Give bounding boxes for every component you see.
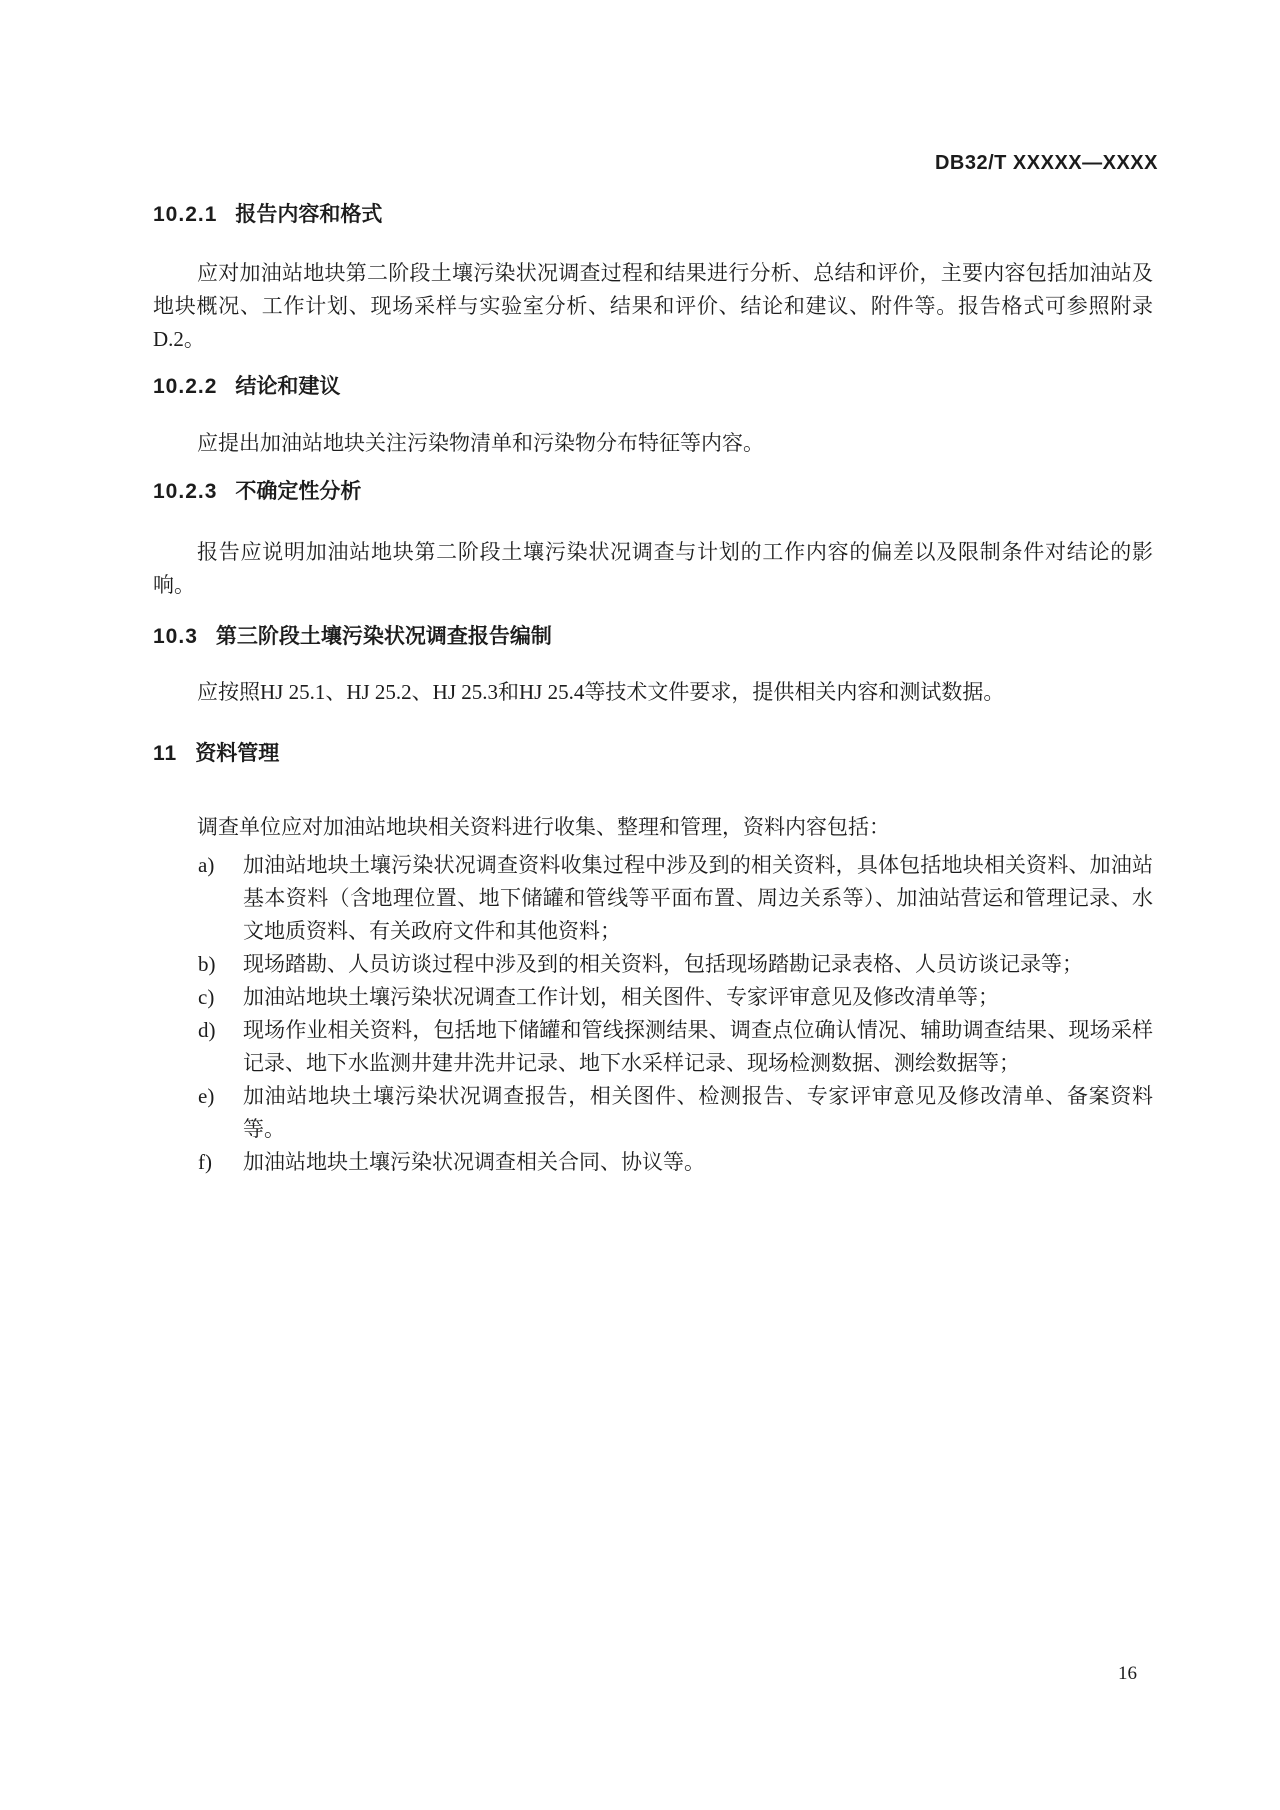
section-paragraph-10-2-2: 应提出加油站地块关注污染物清单和污染物分布特征等内容。 bbox=[197, 431, 764, 455]
materials-list bbox=[153, 849, 1153, 1179]
list-item-label: b) bbox=[198, 952, 216, 976]
list-item-e bbox=[153, 1080, 1153, 1146]
list-item-text: 现场踏勘、人员访谈过程中涉及到的相关资料，包括现场踏勘记录表格、人员访谈记录等； bbox=[243, 952, 1083, 976]
section-number: 10.2.3 bbox=[153, 480, 218, 503]
section-title: 结论和建议 bbox=[235, 375, 341, 398]
list-item-c bbox=[153, 981, 1153, 1014]
section-heading-10-2-3 bbox=[153, 479, 1153, 505]
list-item-label: a) bbox=[198, 853, 215, 877]
section-title: 不确定性分析 bbox=[235, 480, 362, 503]
section-heading-10-3 bbox=[153, 624, 1153, 650]
section-paragraph-10-2-3: 报告应说明加油站地块第二阶段土壤污染状况调查与计划的工作内容的偏差以及限制条件对结论的影响。 bbox=[153, 540, 1153, 597]
section-number: 10.3 bbox=[153, 625, 198, 648]
section-number: 11 bbox=[153, 742, 178, 765]
list-item-label: f) bbox=[198, 1150, 212, 1174]
list-item-text: 加油站地块土壤污染状况调查资料收集过程中涉及到的相关资料，具体包括地块相关资料、加油站基本资料（含地理位置、地下储罐和管线等平面布置、周边关系等）、加油站营运和管理记录、水文地质资料、有关政府文件和其他资料； bbox=[243, 853, 1153, 943]
list-item-text: 加油站地块土壤污染状况调查工作计划，相关图件、专家评审意见及修改清单等； bbox=[243, 985, 999, 1009]
document-code: DB32/T XXXXX—XXXX bbox=[934, 152, 1158, 174]
list-item-label: d) bbox=[198, 1018, 216, 1042]
section-title: 报告内容和格式 bbox=[235, 203, 383, 226]
list-item-label: e) bbox=[198, 1084, 215, 1108]
section-heading-10-2-1 bbox=[153, 202, 1153, 228]
section-paragraph-11: 调查单位应对加油站地块相关资料进行收集、整理和管理，资料内容包括： bbox=[197, 815, 890, 839]
list-item-text: 加油站地块土壤污染状况调查报告，相关图件、检测报告、专家评审意见及修改清单、备案资料等。 bbox=[243, 1084, 1153, 1141]
list-item-text: 加油站地块土壤污染状况调查相关合同、协议等。 bbox=[243, 1150, 705, 1174]
section-heading-11 bbox=[153, 741, 1153, 767]
section-title: 第三阶段土壤污染状况调查报告编制 bbox=[215, 625, 552, 648]
document-content bbox=[153, 0, 1153, 1179]
section-title: 资料管理 bbox=[195, 742, 280, 765]
page-number: 16 bbox=[1118, 1663, 1137, 1684]
section-number: 10.2.2 bbox=[153, 375, 218, 398]
list-item-a bbox=[153, 849, 1153, 948]
list-item-d bbox=[153, 1014, 1153, 1080]
section-paragraph-10-2-1: 应对加油站地块第二阶段土壤污染状况调查过程和结果进行分析、总结和评价，主要内容包括加油站及地块概况、工作计划、现场采样与实验室分析、结果和评价、结论和建议、附件等。报告格式可参照附录D.2。 bbox=[153, 261, 1153, 351]
list-item-b bbox=[153, 948, 1153, 981]
list-item-label: c) bbox=[198, 985, 215, 1009]
list-item-f bbox=[153, 1146, 1153, 1179]
list-item-text: 现场作业相关资料，包括地下储罐和管线探测结果、调查点位确认情况、辅助调查结果、现场采样记录、地下水监测井建井洗井记录、地下水采样记录、现场检测数据、测绘数据等； bbox=[243, 1018, 1153, 1075]
section-paragraph-10-3: 应按照HJ 25.1、HJ 25.2、HJ 25.3和HJ 25.4等技术文件要求，提供相关内容和测试数据。 bbox=[197, 680, 1005, 704]
section-heading-10-2-2 bbox=[153, 374, 1153, 400]
section-number: 10.2.1 bbox=[153, 203, 218, 226]
